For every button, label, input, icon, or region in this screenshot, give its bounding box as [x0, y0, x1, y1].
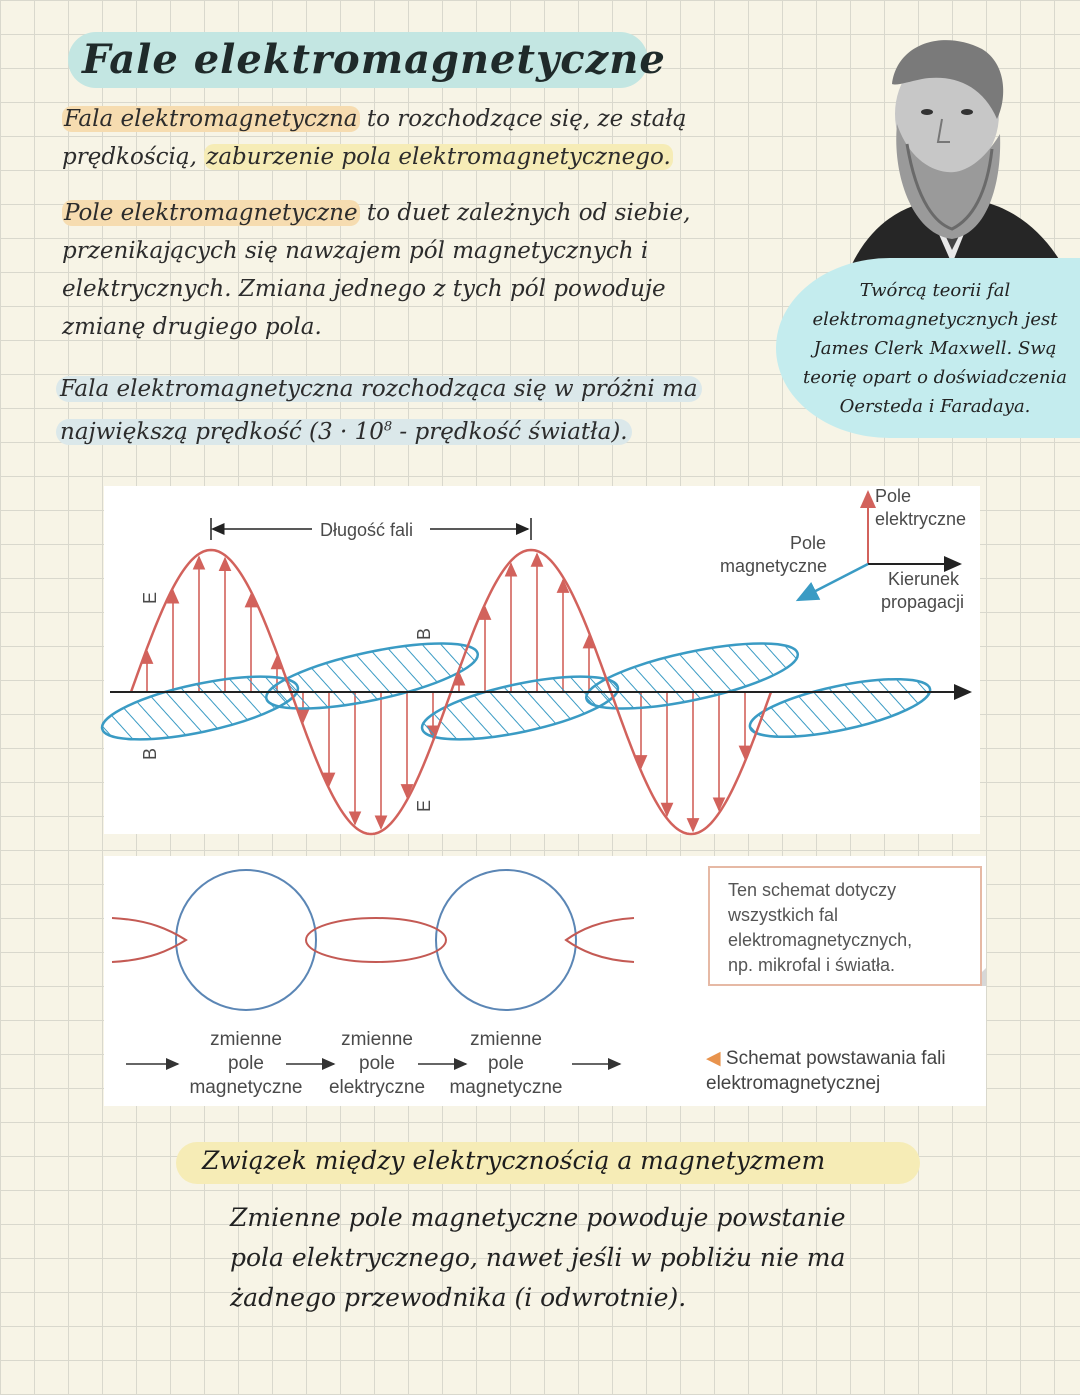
caption-triangle-icon: ◀: [706, 1048, 721, 1069]
magnetic-loop-1: [176, 870, 316, 1010]
relation-text: [230, 1198, 846, 1318]
flow-line: magnetyczne: [449, 1077, 563, 1098]
vacuum-speed-line: Fala elektromagnetyczna rozchodząca się w próżni ma: [56, 376, 702, 402]
definition-field-line: elektrycznych. Zmiana jednego z tych pól powoduje: [62, 276, 666, 302]
note-line: np. mikrofal i światła.: [728, 955, 896, 975]
note-line: wszystkich fal: [728, 905, 839, 925]
page-title: Fale elektromagnetyczne: [82, 36, 666, 83]
flow-electric: [322, 1028, 432, 1100]
definition-field-line: przenikających się nawzajem pól magnetycznych i: [62, 238, 649, 264]
definition-field-line: zmianę drugiego pola.: [62, 314, 322, 340]
bubble-line: James Clerk Maxwell. Swą: [813, 338, 1057, 359]
note-line: Ten schemat dotyczy: [728, 880, 897, 900]
flow-line: pole: [488, 1053, 524, 1074]
term-field: Pole elektromagnetyczne: [64, 200, 358, 226]
magnetic-loop-2: [436, 870, 576, 1010]
flow-line: zmienne: [470, 1029, 542, 1050]
relation-line: żadnego przewodnika (i odwrotnie).: [230, 1283, 687, 1312]
legend-propagation-label: Kierunek propagacji: [881, 569, 965, 612]
term-wave: Fala elektromagnetyczna: [64, 106, 358, 132]
flow-magnetic-1: [186, 1028, 306, 1100]
caption-line: Schemat powstawania fali: [725, 1048, 946, 1069]
schema-note-box: [708, 866, 982, 986]
flow-line: zmienne: [341, 1029, 413, 1050]
legend-electric-label: Pole elektryczne: [875, 486, 967, 529]
flow-line: magnetyczne: [189, 1077, 303, 1098]
definition-wave-text: to rozchodzące się, ze stałą: [359, 106, 687, 132]
relation-line: pola elektrycznego, nawet jeśli w pobliżu nie ma: [230, 1243, 846, 1272]
relation-line: Zmienne pole magnetyczne powoduje powstanie: [230, 1203, 846, 1232]
electric-loop-left: [112, 918, 186, 962]
e-symbol-mid: E: [414, 799, 434, 812]
legend-magnetic-label: Pole magnetyczne: [720, 533, 828, 576]
vacuum-speed-line-end: - prędkość światła).: [392, 418, 628, 445]
flow-line: zmienne: [210, 1029, 282, 1050]
b-symbol-left: B: [140, 747, 160, 760]
definition-wave-highlight: zaburzenie pola elektromagnetycznego.: [206, 144, 671, 170]
flow-line: elektryczne: [328, 1077, 426, 1098]
exponent: 8: [383, 419, 393, 434]
bubble-line: elektromagnetycznych jest: [812, 309, 1058, 330]
relation-heading-banner: [176, 1142, 920, 1184]
flow-magnetic-2: [446, 1028, 566, 1100]
bubble-line: Twórcą teorii fal: [859, 280, 1011, 301]
schema-caption: [706, 1046, 946, 1096]
definition-field-line: to duet zależnych od siebie,: [359, 200, 691, 226]
electric-loop-mid: [306, 918, 446, 962]
note-line: elektromagnetycznych,: [728, 930, 913, 950]
vacuum-speed-line: największą prędkość (3 · 10: [60, 418, 384, 445]
caption-line: elektromagnetycznej: [706, 1073, 881, 1094]
b-symbol-mid: B: [414, 627, 434, 640]
bubble-line: teorię opart o doświadczenia: [803, 367, 1067, 388]
flow-line: pole: [359, 1053, 395, 1074]
wavelength-label: Długość fali: [320, 520, 414, 540]
flow-line: pole: [228, 1053, 264, 1074]
bubble-line: Oersteda i Faradaya.: [839, 396, 1031, 417]
relation-heading: Związek między elektrycznością a magnetyzmem: [202, 1146, 826, 1175]
definition-wave-text-2: prędkością,: [62, 144, 205, 170]
e-symbol-left: E: [140, 591, 160, 604]
